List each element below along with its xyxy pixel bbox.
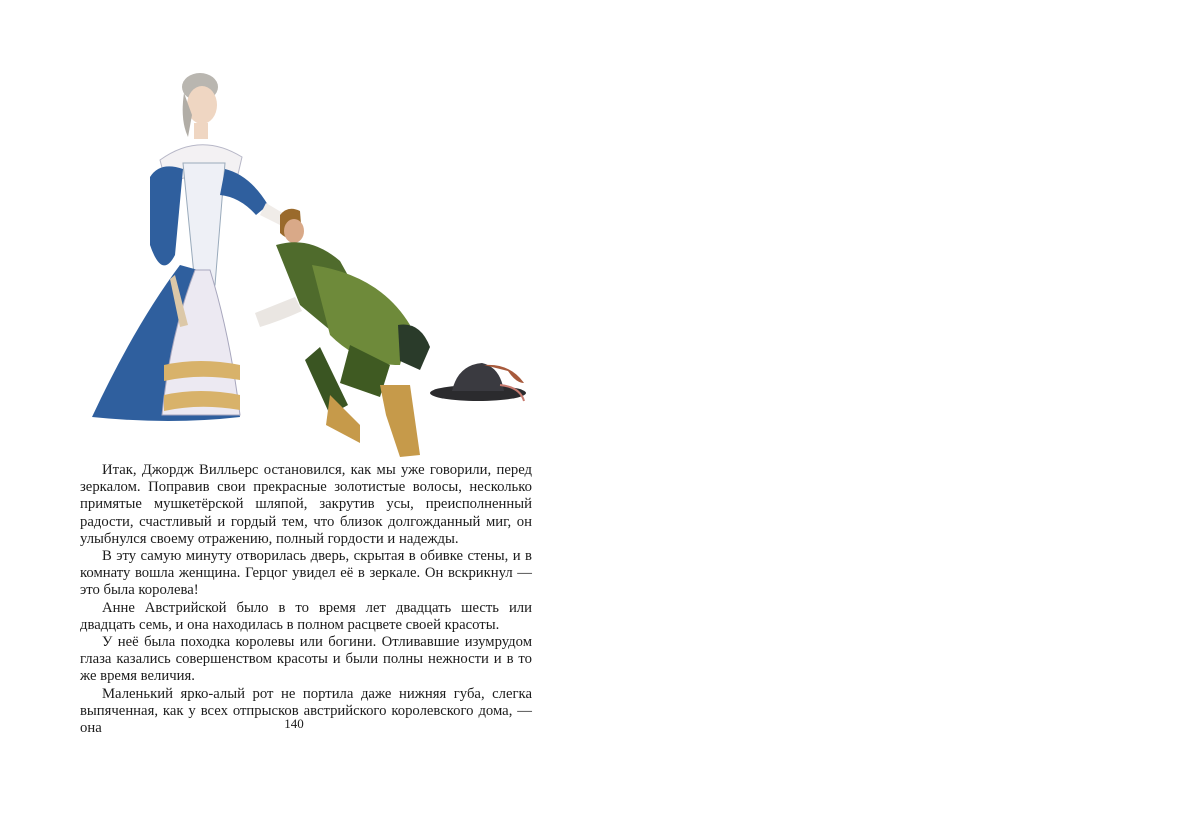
plumed-hat — [430, 363, 526, 401]
paragraph: Анне Австрийской было в то время лет двадцать шесть или двадцать семь, и она находилась в полном расцвете своей красоты. — [80, 599, 532, 633]
queen-figure — [92, 73, 286, 421]
right-page — [600, 0, 1200, 822]
illustration-queen-and-kneeling-duke — [80, 65, 550, 460]
paragraph: У неё была походка королевы или богини. Отливавшие изумрудом глаза казались совершенством красоты и были полны нежности и в то же время величия. — [80, 634, 532, 685]
paragraph: В эту самую минуту отворилась дверь, скрытая в обивке стены, и в комнату вошла женщина. Герцог увидел её в зеркале. Он вскрикнул — это была королева! — [80, 548, 532, 599]
duke-figure — [255, 209, 430, 457]
paragraph: Итак, Джордж Вилльерс остановился, как мы уже говорили, перед зеркалом. Поправив свои прекрасные золотистые волосы, несколько примятые мушкетёрской шляпой, закрутив усы, преисполненный радости, счастливый и гордый тем, что близок долгожданный миг, он улыбнулся своему отражению, полный гордости и надежды. — [80, 462, 532, 547]
paragraph: Маленький ярко-алый рот не портила даже нижняя губа, слегка выпяченная, как у всех отпрысков австрийского королевского дома, — она — [80, 685, 532, 737]
left-page-text — [80, 462, 532, 737]
page-number: 140 — [284, 716, 304, 731]
